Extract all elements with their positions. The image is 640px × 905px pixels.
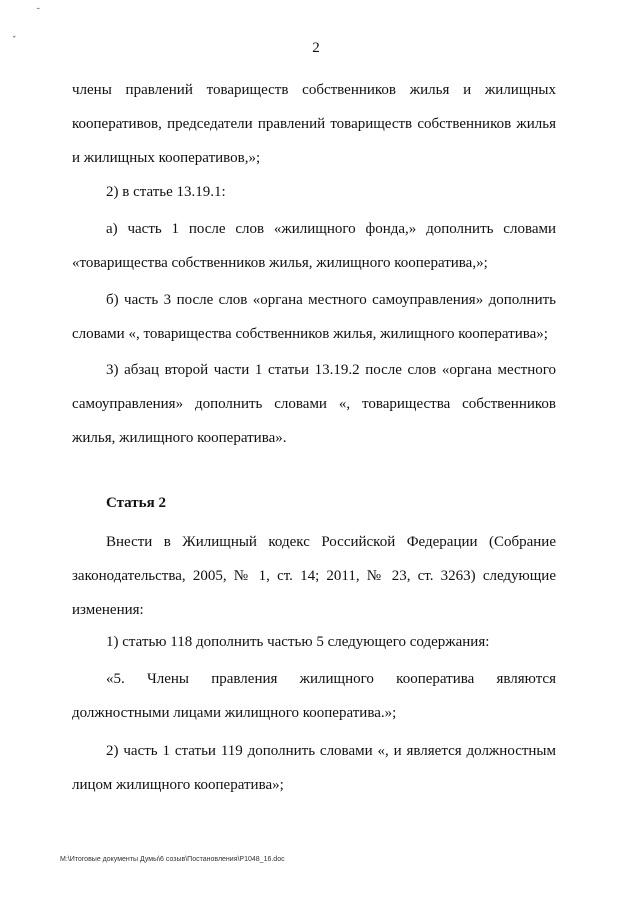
- text-line: 1) статью 118 дополнить частью 5 следующего содержания:: [106, 634, 490, 650]
- text-line: а) часть 1 после слов «жилищного фонда,» дополнить словами: [106, 221, 556, 237]
- text-line: самоуправления» дополнить словами «, товарищества собственников: [72, 396, 556, 412]
- text-line: Внести в Жилищный кодекс Российской Федерации (Собрание: [106, 534, 556, 550]
- text-line: б) часть 3 после слов «органа местного самоуправления» дополнить: [106, 292, 556, 308]
- text-line: 2) часть 1 статьи 119 дополнить словами «, и является должностным: [106, 743, 556, 759]
- text-line: «5. Члены правления жилищного кооператива являются: [106, 671, 556, 687]
- text-line: «товарищества собственников жилья, жилищного кооператива,»;: [72, 255, 488, 271]
- paragraph-quote-5: [72, 662, 556, 730]
- text-line: изменения:: [72, 602, 144, 618]
- text-line: словами «, товарищества собственников жилья, жилищного кооператива»;: [72, 326, 548, 342]
- page-number: 2: [312, 40, 320, 56]
- text-line: 3) абзац второй части 1 статьи 13.19.2 после слов «органа местного: [106, 362, 556, 378]
- text-line: лицом жилищного кооператива»;: [72, 777, 284, 793]
- paragraph-item-a: [72, 212, 556, 280]
- paragraph-item-2: [72, 175, 556, 209]
- paragraph-article-2-intro: [72, 525, 556, 623]
- scan-speck-mark: ˘: [36, 8, 41, 18]
- text-line: жилья, жилищного кооператива».: [72, 430, 287, 446]
- text-line: и жилищных кооперативов,»;: [72, 150, 261, 166]
- paragraph-continuation: [72, 73, 556, 175]
- text-line: должностными лицами жилищного кооператива.»;: [72, 705, 397, 721]
- text-line: законодательства, 2005, № 1, ст. 14; 2011, № 23, ст. 3263) следующие: [72, 568, 556, 584]
- paragraph-item-2b: [72, 734, 556, 802]
- text-line: члены правлений товариществ собственников жилья и жилищных: [72, 82, 556, 98]
- paragraph-item-1: [72, 625, 556, 659]
- scan-speck-mark: ˇ: [12, 36, 17, 46]
- paragraph-item-b: [72, 283, 556, 351]
- article-heading: Статья 2: [106, 495, 166, 511]
- text-line: 2) в статье 13.19.1:: [106, 184, 226, 200]
- text-line: кооперативов, председатели правлений товариществ собственников жилья: [72, 116, 556, 132]
- paragraph-item-3: [72, 353, 556, 455]
- footer-file-path: M:\Итоговые документы Думы\6 созыв\Постановления\P1048_16.doc: [60, 856, 285, 863]
